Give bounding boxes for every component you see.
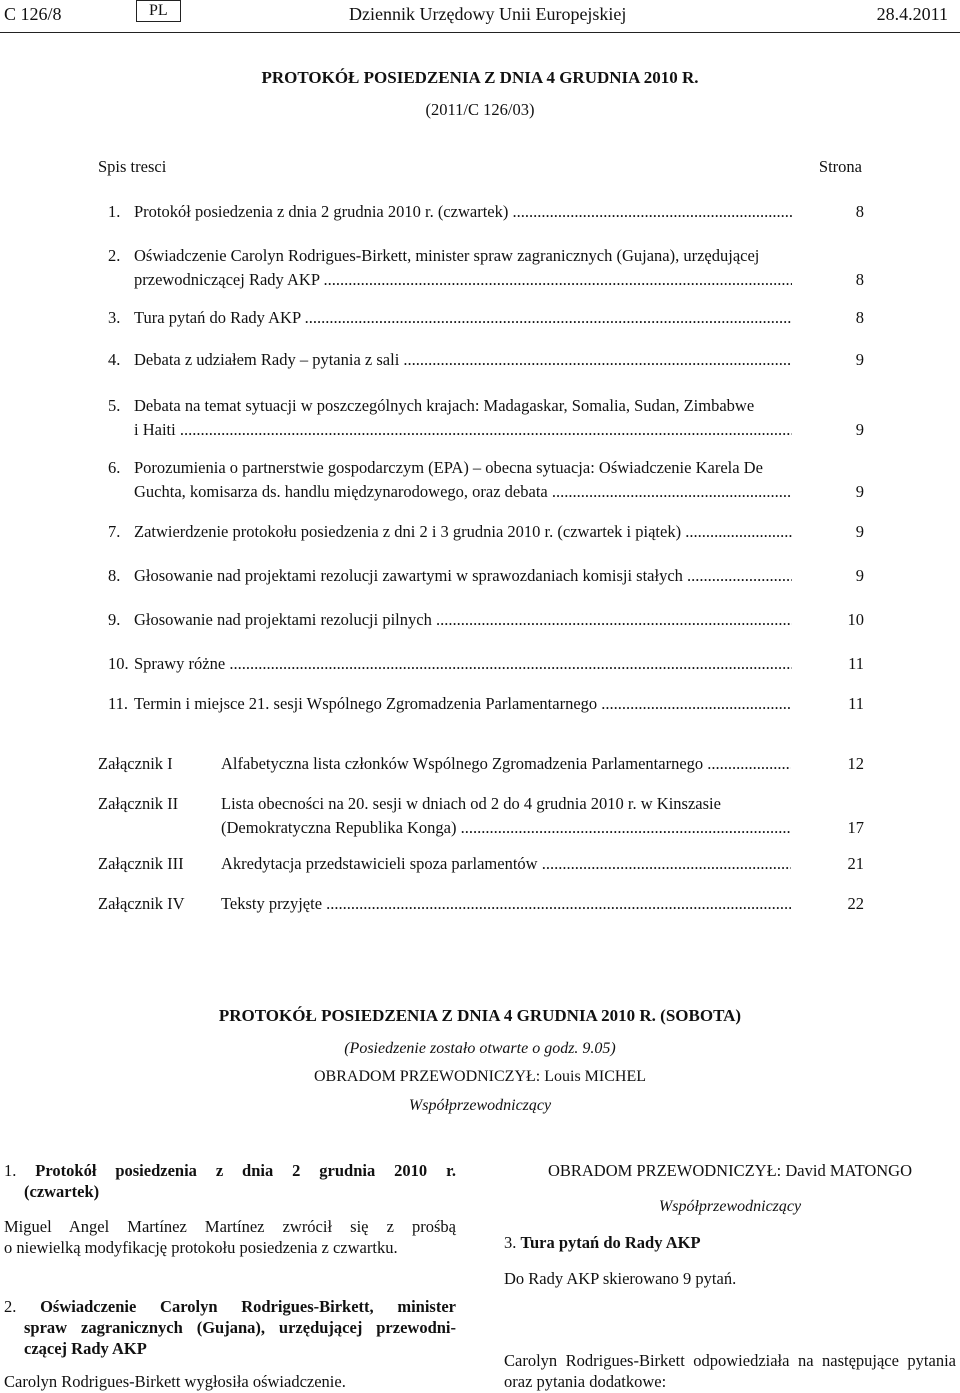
toc-item-number: 1. <box>108 202 121 221</box>
toc-item <box>100 608 864 632</box>
toc-item-text: Oświadczenie Carolyn Rodrigues-Birkett, minister spraw zagranicznych (Gujana), urzędującej <box>134 246 760 265</box>
section-1-body-line2: o niewielką modyfikację protokołu posiedzenia z czwartku. <box>4 1238 398 1257</box>
toc-item-line <box>100 456 864 480</box>
toc-item-text: Debata na temat sytuacji w poszczególnych krajach: Madagaskar, Somalia, Sudan, Zimbabwe <box>134 396 755 415</box>
section-1-title <box>4 1160 456 1202</box>
toc-item-number: 10. <box>108 654 129 673</box>
toc-item-text: Głosowanie nad projektami rezolucji pilnych ..... <box>134 608 792 632</box>
toc-item-text: Sprawy różne ..... <box>134 652 792 676</box>
toc-item <box>100 692 864 716</box>
section-2-body: Carolyn Rodrigues-Birkett wygłosiła oświadczenie. <box>4 1372 346 1391</box>
section-1-title-line1: Protokół posiedzenia z dnia 2 grudnia 2010 r. <box>35 1161 456 1180</box>
document-reference: (2011/C 126/03) <box>425 100 535 119</box>
toc-item-number: 5. <box>108 396 121 415</box>
annex-label: Załącznik III <box>98 854 184 873</box>
publication-date: 28.4.2011 <box>876 4 948 24</box>
toc-item-number: 6. <box>108 458 121 477</box>
toc-item-number: 2. <box>108 246 121 265</box>
toc-item <box>100 394 864 442</box>
toc-item-page: 9 <box>855 566 864 585</box>
annex-item <box>98 892 864 916</box>
right-chair: OBRADOM PRZEWODNICZYŁ: David MATONGO <box>547 1161 913 1180</box>
toc-item-text: Zatwierdzenie protokołu posiedzenia z dni 2 i 3 grudnia 2010 r. (czwartek i piątek) ..... <box>134 520 792 544</box>
toc-item-line <box>100 480 864 504</box>
section-2-title-line3: czącej Rady AKP <box>24 1339 147 1358</box>
toc-item-line <box>100 652 864 676</box>
right-co-chair: Współprzewodniczący <box>658 1198 802 1215</box>
toc-item-page: 9 <box>855 522 864 541</box>
session-opened: (Posiedzenie zostało otwarte o godz. 9.05) <box>344 1040 616 1057</box>
annex-label: Załącznik IV <box>98 894 185 913</box>
annex-text: Teksty przyjęte ..... <box>221 892 791 916</box>
toc-item <box>100 564 864 588</box>
document-title: PROTOKÓŁ POSIEDZENIA Z DNIA 4 GRUDNIA 2010 R. <box>261 68 699 87</box>
toc-item-line <box>100 520 864 544</box>
session-co-chair: Współprzewodniczący <box>408 1097 552 1114</box>
section-1-body <box>4 1216 456 1258</box>
toc-item <box>100 244 864 292</box>
toc-item-page: 10 <box>847 610 864 629</box>
annex-label: Załącznik I <box>98 754 173 773</box>
section-3-body2-line2: oraz pytania dodatkowe: <box>504 1372 667 1391</box>
annex-page: 22 <box>847 894 864 913</box>
toc-item-page: 8 <box>855 308 864 327</box>
toc-item-line <box>100 348 864 372</box>
toc-item-page: 8 <box>855 202 864 221</box>
toc-item-line <box>100 244 864 268</box>
toc-heading: Spis tresci <box>98 157 167 176</box>
toc-item-number: 9. <box>108 610 121 629</box>
toc-item-line <box>100 564 864 588</box>
toc-item-page: 8 <box>855 270 864 289</box>
toc-item-text: przewodniczącej Rady AKP ..... <box>134 268 792 292</box>
toc-item-page: 9 <box>855 350 864 369</box>
section-1-number: 1. <box>4 1161 17 1180</box>
annex-item <box>98 752 864 776</box>
annex-page: 17 <box>847 818 864 837</box>
toc-item-line <box>100 608 864 632</box>
toc-item-text: Termin i miejsce 21. sesji Wspólnego Zgromadzenia Parlamentarnego ..... <box>134 692 792 716</box>
section-3-body2 <box>504 1350 956 1392</box>
toc-item <box>100 456 864 504</box>
toc-item-line <box>100 394 864 418</box>
toc-item-text: Porozumienia o partnerstwie gospodarczym (EPA) – obecna sytuacja: Oświadczenie Karela De <box>134 458 763 477</box>
toc-item-text: Guchta, komisarza ds. handlu międzynarodowego, oraz debata ..... <box>134 480 792 504</box>
toc-item-text: Tura pytań do Rady AKP ..... <box>134 306 792 330</box>
toc-item-line <box>100 692 864 716</box>
toc-item-line <box>100 200 864 224</box>
annex-text: Lista obecności na 20. sesji w dniach od 2 do 4 grudnia 2010 r. w Kinszasie <box>221 794 721 813</box>
section-2-title-line1: Oświadczenie Carolyn Rodrigues-Birkett, minister <box>40 1297 456 1316</box>
section-1-body-line1: Miguel Angel Martínez Martínez zwrócił się z prośbą <box>4 1217 456 1236</box>
section-1-title-line2: (czwartek) <box>24 1182 100 1201</box>
section-2-title <box>4 1296 456 1359</box>
section-3-title-text: Tura pytań do Rady AKP <box>520 1233 701 1252</box>
language-badge: PL <box>136 0 181 22</box>
header-rule <box>0 32 960 33</box>
toc-item <box>100 200 864 224</box>
annex-item <box>98 852 864 876</box>
toc-item-number: 11. <box>108 694 129 713</box>
section-3-title <box>504 1232 956 1253</box>
session-chair: OBRADOM PRZEWODNICZYŁ: Louis MICHEL <box>314 1068 646 1085</box>
toc-item-page: 11 <box>848 654 864 673</box>
annex-text: Alfabetyczna lista członków Wspólnego Zgromadzenia Parlamentarnego ..... <box>221 752 791 776</box>
annex-page: 12 <box>847 754 864 773</box>
session-title: PROTOKÓŁ POSIEDZENIA Z DNIA 4 GRUDNIA 2010 R. (SOBOTA) <box>218 1006 742 1025</box>
toc-item-line <box>100 268 864 292</box>
page-reference: C 126/8 <box>4 4 62 24</box>
toc-item <box>100 306 864 330</box>
section-2-title-line2: spraw zagranicznych (Gujana), urzędującej przewodni- <box>24 1318 456 1337</box>
section-3-body: Do Rady AKP skierowano 9 pytań. <box>504 1269 737 1288</box>
section-3-body2-line1: Carolyn Rodrigues-Birkett odpowiedziała na następujące pytania <box>504 1351 956 1370</box>
toc-item-page: 9 <box>855 482 864 501</box>
section-3-number: 3. <box>504 1233 517 1252</box>
journal-title: Dziennik Urzędowy Unii Europejskiej <box>349 4 627 24</box>
toc-item-text: Debata z udziałem Rady – pytania z sali ..... <box>134 348 792 372</box>
toc-item <box>100 520 864 544</box>
annex-item <box>98 792 864 840</box>
toc-item-page: 9 <box>855 420 864 439</box>
annex-page: 21 <box>847 854 864 873</box>
annex-text: Akredytacja przedstawicieli spoza parlamentów ..... <box>221 852 791 876</box>
section-2-number: 2. <box>4 1297 17 1316</box>
annex-label: Załącznik II <box>98 794 179 813</box>
toc-item <box>100 652 864 676</box>
toc-item-number: 3. <box>108 308 121 327</box>
toc-item-number: 4. <box>108 350 121 369</box>
toc-item-page: 11 <box>848 694 864 713</box>
toc-item-text: Głosowanie nad projektami rezolucji zawartymi w sprawozdaniach komisji stałych ..... <box>134 564 792 588</box>
toc-item-text: Protokół posiedzenia z dnia 2 grudnia 2010 r. (czwartek) ..... <box>134 200 792 224</box>
toc-item <box>100 348 864 372</box>
toc-item-line <box>100 306 864 330</box>
toc-item-text: i Haiti ..... <box>134 418 792 442</box>
toc-item-number: 8. <box>108 566 121 585</box>
toc-item-line <box>100 418 864 442</box>
toc-page-heading: Strona <box>818 157 862 176</box>
annex-text: (Demokratyczna Republika Konga) ..... <box>221 816 791 840</box>
toc-item-number: 7. <box>108 522 121 541</box>
